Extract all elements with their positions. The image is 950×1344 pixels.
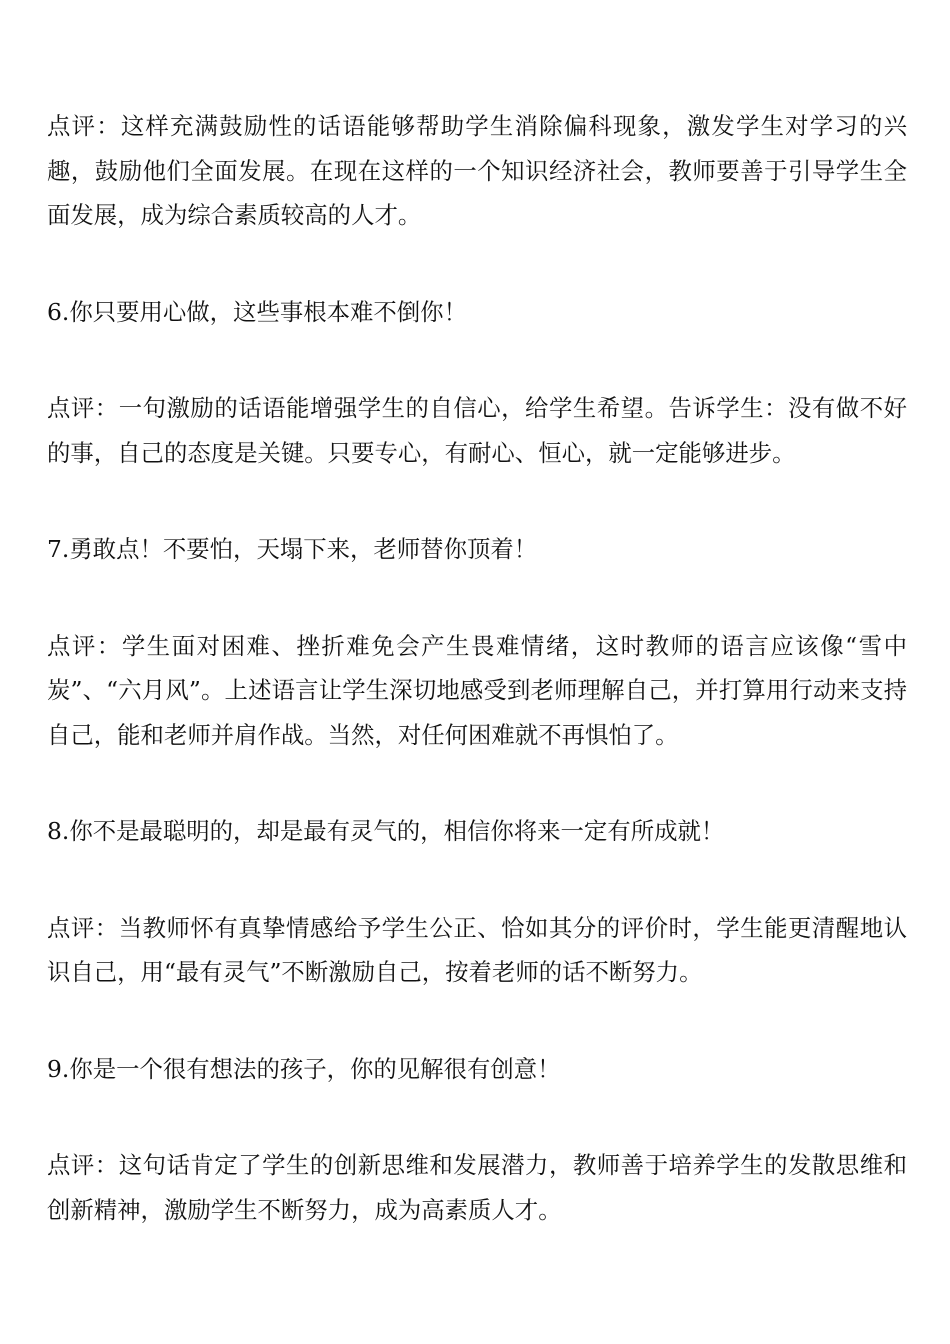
comment-paragraph: 点评：这样充满鼓励性的话语能够帮助学生消除偏科现象，激发学生对学习的兴趣，鼓励他们全面发展。在现在这样的一个知识经济社会，教师要善于引导学生全面发展，成为综合素质较高的人才。 — [47, 112, 907, 229]
quote-heading-6: 6.你只要用心做，这些事根本难不倒你！ — [47, 297, 467, 326]
quote-heading-7: 7.勇敢点！不要怕，天塌下来，老师替你顶着！ — [47, 535, 538, 563]
comment-paragraph: 点评：当教师怀有真挚情感给予学生公正、恰如其分的评价时，学生能更清醒地认识自己，用“最有灵气”不断激励自己，按着老师的话不断努力。 — [47, 913, 907, 986]
comment-paragraph: 点评：学生面对困难、挫折难免会产生畏难情绪，这时教师的语言应该像“雪中炭”、“六月风”。上述语言让学生深切地感受到老师理解自己，并打算用行动来支持自己，能和老师并肩作战。当然，对任何困难就不再惧怕了。 — [47, 631, 907, 749]
comment-paragraph: 点评：这句话肯定了学生的创新思维和发展潜力，教师善于培养学生的发散思维和创新精神，激励学生不断努力，成为高素质人才。 — [47, 1151, 907, 1224]
comment-paragraph: 点评：一句激励的话语能增强学生的自信心，给学生希望。告诉学生：没有做不好的事，自己的态度是关键。只要专心，有耐心、恒心，就一定能够进步。 — [47, 394, 907, 467]
quote-heading-8: 8.你不是最聪明的，却是最有灵气的，相信你将来一定有所成就！ — [47, 817, 725, 845]
document-page — [47, 104, 907, 1284]
quote-heading-9: 9.你是一个很有想法的孩子，你的见解很有创意！ — [47, 1054, 561, 1083]
